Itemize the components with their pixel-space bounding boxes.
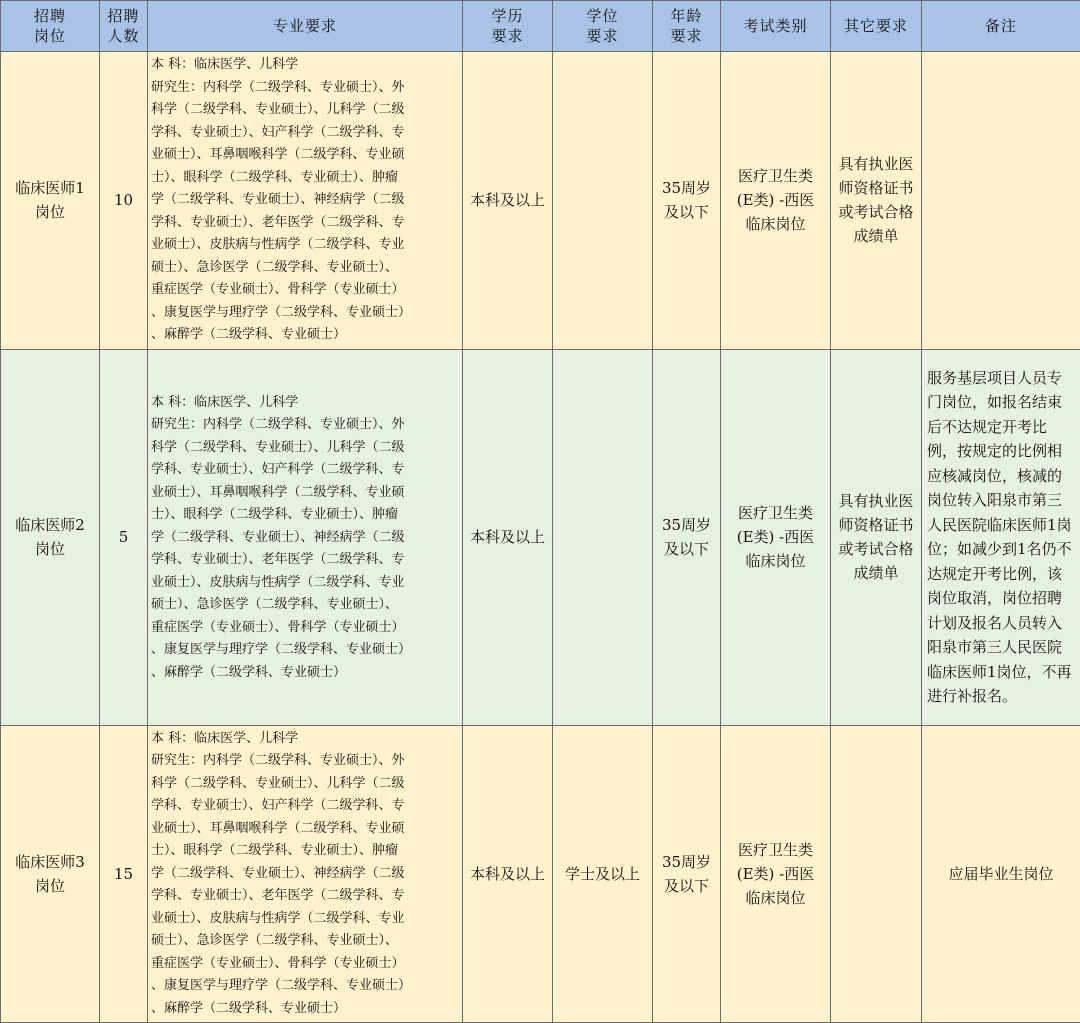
position-cell: 临床医师3 岗位 — [1, 725, 100, 1023]
other-cell: 具有执业医 师资格证书 或考试合格 成绩单 — [831, 52, 922, 350]
major-cell: 本 科：临床医学、儿科学 研究生：内科学（二级学科、专业硕士）、外 科学（二级学科、专业硕士）、儿科学（二级 学科、专业硕士）、妇产科学（二级学科、专 业硕士）、耳鼻咽喉科学（二级学科、专业硕 士）、眼科学（二级学科、专业硕士）、肿瘤 学（二级学科、专业硕士）、神经病学（二级 学科、专业硕士）、老年医学（二级学科、专 业硕士）、皮肤病与性病学（二级学科、专业 硕士）、急诊医学（二级学科、专业硕士）、 重症医学（专业硕士）、骨科学（专业硕士） 、康复医学与理疗学（二级学科、专业硕士） 、麻醉学（二级学科、专业硕士） — [148, 725, 463, 1023]
header-other: 其它要求 — [831, 1, 922, 52]
education-cell: 本科及以上 — [463, 349, 553, 725]
education-cell: 本科及以上 — [463, 52, 553, 350]
position-cell: 临床医师1 岗位 — [1, 52, 100, 350]
header-row — [1, 1, 1080, 52]
header-education: 学历 要求 — [463, 1, 553, 52]
count-cell: 15 — [100, 725, 148, 1023]
major-cell: 本 科：临床医学、儿科学 研究生：内科学（二级学科、专业硕士）、外 科学（二级学科、专业硕士）、儿科学（二级 学科、专业硕士）、妇产科学（二级学科、专 业硕士）、耳鼻咽喉科学（二级学科、专业硕 士）、眼科学（二级学科、专业硕士）、肿瘤 学（二级学科、专业硕士）、神经病学（二级 学科、专业硕士）、老年医学（二级学科、专 业硕士）、皮肤病与性病学（二级学科、专业 硕士）、急诊医学（二级学科、专业硕士）、 重症医学（专业硕士）、骨科学（专业硕士） 、康复医学与理疗学（二级学科、专业硕士） 、麻醉学（二级学科、专业硕士） — [148, 349, 463, 725]
exam-cell: 医疗卫生类 (E类) -西医 临床岗位 — [721, 52, 831, 350]
education-cell: 本科及以上 — [463, 725, 553, 1023]
age-cell: 35周岁 及以下 — [653, 52, 721, 350]
age-cell: 35周岁 及以下 — [653, 349, 721, 725]
other-cell — [831, 725, 922, 1023]
major-cell: 本 科：临床医学、儿科学 研究生：内科学（二级学科、专业硕士）、外 科学（二级学科、专业硕士）、儿科学（二级 学科、专业硕士）、妇产科学（二级学科、专 业硕士）、耳鼻咽喉科学（二级学科、专业硕 士）、眼科学（二级学科、专业硕士）、肿瘤 学（二级学科、专业硕士）、神经病学（二级 学科、专业硕士）、老年医学（二级学科、专 业硕士）、皮肤病与性病学（二级学科、专业 硕士）、急诊医学（二级学科、专业硕士）、 重症医学（专业硕士）、骨科学（专业硕士） 、康复医学与理疗学（二级学科、专业硕士） 、麻醉学（二级学科、专业硕士） — [148, 52, 463, 350]
remark-cell: 服务基层项目人员专 门岗位，如报名结束 后不达规定开考比 例，按规定的比例相 应核减岗位，核减的 岗位转入阳泉市第三 人民医院临床医师1岗 位；如减少到1名仍不 达规定开考比例，该 岗位取消，岗位招聘 计划及报名人员转入 阳泉市第三人民医院 临床医师1岗位，不再 进行补报名。 — [922, 349, 1080, 725]
remark-cell — [922, 52, 1080, 350]
exam-cell: 医疗卫生类 (E类) -西医 临床岗位 — [721, 349, 831, 725]
table-row — [1, 52, 1080, 350]
age-cell: 35周岁 及以下 — [653, 725, 721, 1023]
remark-cell: 应届毕业生岗位 — [922, 725, 1080, 1023]
header-position: 招聘 岗位 — [1, 1, 100, 52]
position-cell: 临床医师2 岗位 — [1, 349, 100, 725]
header-degree: 学位 要求 — [553, 1, 653, 52]
degree-cell — [553, 349, 653, 725]
count-cell: 5 — [100, 349, 148, 725]
degree-cell — [553, 52, 653, 350]
table-row — [1, 725, 1080, 1023]
degree-cell: 学士及以上 — [553, 725, 653, 1023]
header-exam: 考试类别 — [721, 1, 831, 52]
count-cell: 10 — [100, 52, 148, 350]
header-age: 年龄 要求 — [653, 1, 721, 52]
header-count: 招聘 人数 — [100, 1, 148, 52]
exam-cell: 医疗卫生类 (E类) -西医 临床岗位 — [721, 725, 831, 1023]
table-row — [1, 349, 1080, 725]
header-remark: 备注 — [922, 1, 1080, 52]
header-major: 专业要求 — [148, 1, 463, 52]
other-cell: 具有执业医 师资格证书 或考试合格 成绩单 — [831, 349, 922, 725]
